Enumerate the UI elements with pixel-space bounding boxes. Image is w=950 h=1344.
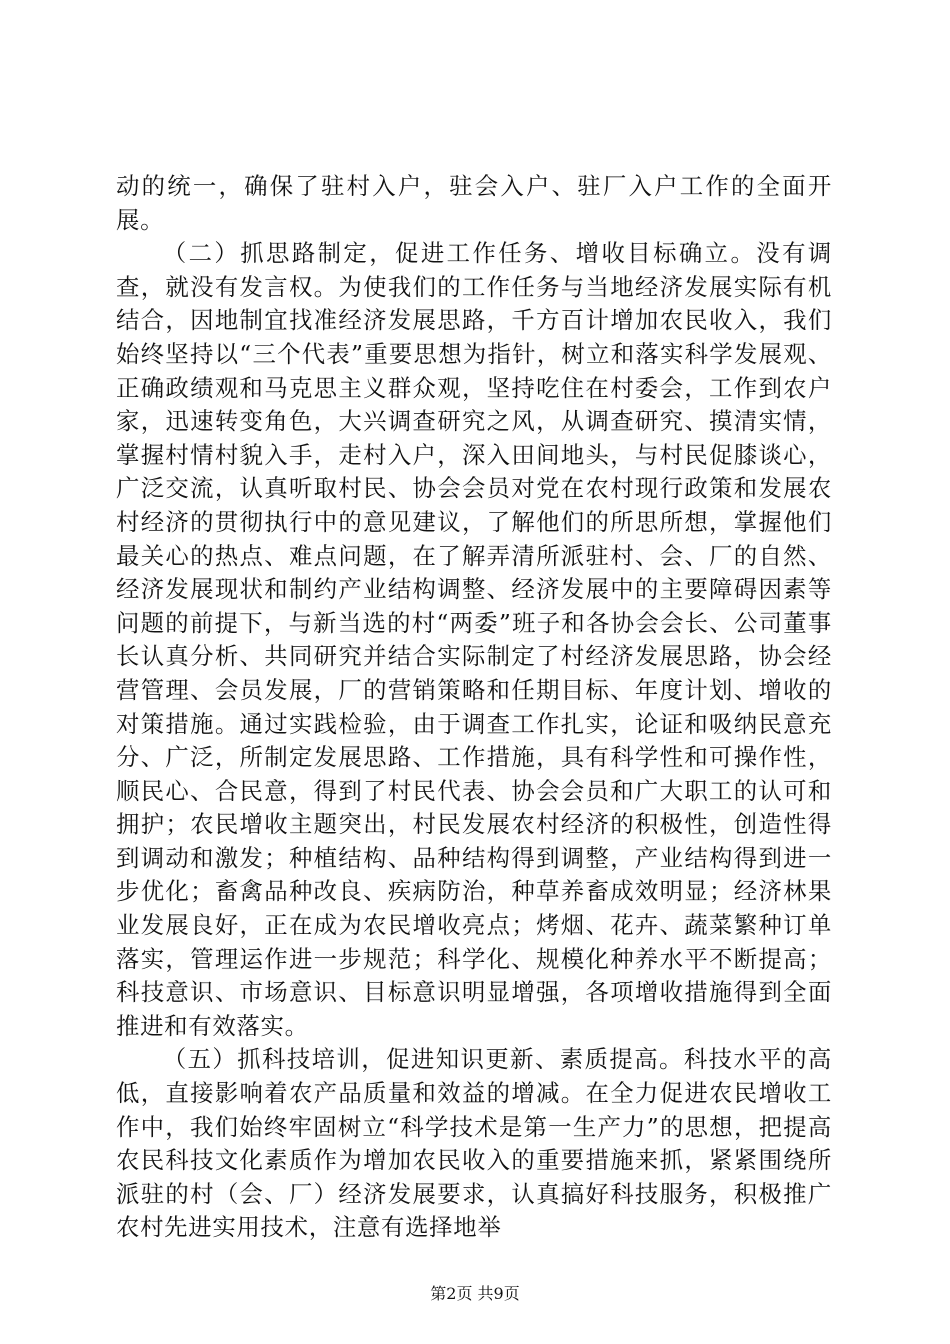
paragraph-2: （二）抓思路制定，促进工作任务、增收目标确立。没有调查，就没有发言权。为使我们的工作任务与当地经济发展实际有机结合，因地制宜找准经济发展思路，千方百计增加农民收入，我们始终坚持以“三个代表”重要思想为指针，树立和落实科学发展观、正确政绩观和马克思主义群众观，坚持吃住在村委会，工作到农户家，迅速转变角色，大兴调查研究之风，从调查研究、摸清实情，掌握村情村貌入手，走村入户，深入田间地头，与村民促膝谈心，广泛交流，认真听取村民、协会会员对党在农村现行政策和发展农村经济的贯彻执行中的意见建议，了解他们的所思所想，掌握他们最关心的热点、难点问题，在了解弄清所派驻村、会、厂的自然、经济发展现状和制约产业结构调整、经济发展中的主要障碍因素等问题的前提下，与新当选的村“两委”班子和各协会会长、公司董事长认真分析、共同研究并结合实际制定了村经济发展思路，协会经营管理、会员发展，厂的营销策略和任期目标、年度计划、增收的对策措施。通过实践检验，由于调查工作扎实，论证和吸纳民意充分、广泛，所制定发展思路、工作措施，具有科学性和可操作性，顺民心、合民意，得到了村民代表、协会会员和广大职工的认可和拥护；农民增收主题突出，村民发展农村经济的积极性，创造性得到调动和激发；种植结构、品种结构得到调整，产业结构得到进一步优化；畜禽品种改良、疾病防治，种草养畜成效明显；经济林果业发展良好，正在成为农民增收亮点；烤烟、花卉、蔬菜繁种订单落实，管理运作进一步规范；科学化、规模化种养水平不断提高；科技意识、市场意识、目标意识明显增强，各项增收措施得到全面推进和有效落实。: [116, 239, 832, 1040]
document-body: [116, 170, 832, 1245]
paragraph-3: （五）抓科技培训，促进知识更新、素质提高。科技水平的高低，直接影响着农产品质量和效益的增减。在全力促进农民增收工作中，我们始终牢固树立“科学技术是第一生产力”的思想，把提高农民科技文化素质作为增加农民收入的重要措施来抓，紧紧围绕所派驻的村（会、厂）经济发展要求，认真搞好科技服务，积极推广农村先进实用技术，注意有选择地举: [116, 1045, 832, 1242]
page-number-footer: 第2页 共9页: [430, 1284, 520, 1303]
paragraph-1: 动的统一，确保了驻村入户，驻会入户、驻厂入户工作的全面开展。: [116, 172, 832, 234]
